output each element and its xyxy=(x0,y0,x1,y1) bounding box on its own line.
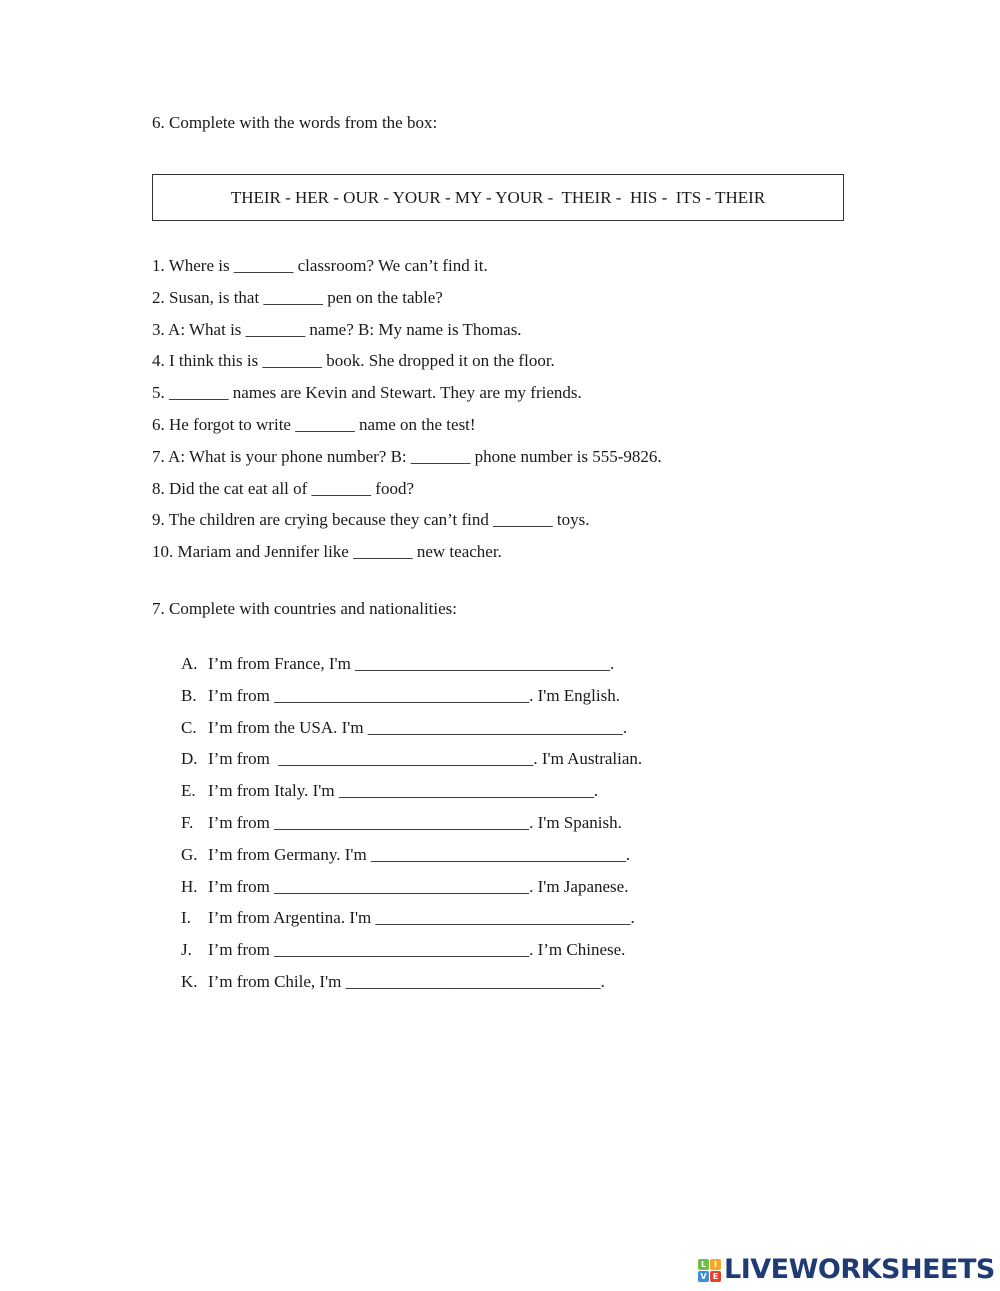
item-text: I’m from Germany. I'm ______________________________. xyxy=(208,844,631,864)
logo-block-e: E xyxy=(710,1271,721,1282)
item-letter: K. xyxy=(181,971,198,991)
word-box xyxy=(152,174,844,221)
nationality-item-a xyxy=(181,654,642,686)
logo-block-v: V xyxy=(698,1271,709,1282)
item-text: I’m from Italy. I'm ______________________________. xyxy=(208,781,599,801)
item-text: I’m from ______________________________. I'm Spanish. xyxy=(208,812,622,832)
section-6-heading: 6. Complete with the words from the box: xyxy=(152,113,438,132)
liveworksheets-logo xyxy=(698,1255,995,1285)
item-text: I’m from ______________________________. I’m Chinese. xyxy=(208,940,626,960)
live-blocks-icon xyxy=(698,1259,721,1282)
logo-wordmark: LIVEWORKSHEETS xyxy=(724,1254,995,1285)
item-text: I’m from Chile, I'm ______________________________. xyxy=(208,971,605,991)
item-letter: D. xyxy=(181,749,198,769)
nationality-item-i xyxy=(181,908,642,940)
item-text: I’m from France, I'm ______________________________. xyxy=(208,654,615,673)
item-letter: J. xyxy=(181,940,192,960)
nationality-item-j xyxy=(181,940,642,972)
nationality-item-k xyxy=(181,972,642,1004)
nationality-item-h xyxy=(181,877,642,909)
nationality-item-f xyxy=(181,813,642,845)
exercise-item-4: 4. I think this is _______ book. She dropped it on the floor. xyxy=(152,351,555,371)
exercise-item-2: 2. Susan, is that _______ pen on the table? xyxy=(152,287,443,307)
exercise-item-3: 3. A: What is _______ name? B: My name is Thomas. xyxy=(152,319,522,339)
exercise-item-1: 1. Where is _______ classroom? We can’t find it. xyxy=(152,256,488,275)
item-letter: B. xyxy=(181,685,197,705)
item-letter: G. xyxy=(181,844,198,864)
item-letter: E. xyxy=(181,781,196,801)
item-letter: A. xyxy=(181,654,198,673)
item-letter: I. xyxy=(181,908,191,928)
exercise-item-8: 8. Did the cat eat all of _______ food? xyxy=(152,478,415,498)
item-text: I’m from ______________________________. I'm Australian. xyxy=(208,749,643,769)
item-text: I’m from Argentina. I'm ______________________________. xyxy=(208,908,635,928)
logo-block-i: I xyxy=(710,1259,721,1270)
exercise-item-10: 10. Mariam and Jennifer like _______ new teacher. xyxy=(152,542,502,562)
exercise-item-7: 7. A: What is your phone number? B: _______ phone number is 555-9826. xyxy=(152,446,662,466)
nationality-item-e xyxy=(181,781,642,813)
word-box-text: THEIR - HER - OUR - YOUR - MY - YOUR - THEIR - HIS - ITS - THEIR xyxy=(230,187,766,207)
nationality-item-d xyxy=(181,749,642,781)
possessive-exercise-list xyxy=(152,256,662,574)
exercise-item-9: 9. The children are crying because they can’t find _______ toys. xyxy=(152,510,590,530)
item-text: I’m from the USA. I'm ______________________________. xyxy=(208,717,628,737)
exercise-item-6: 6. He forgot to write _______ name on the test! xyxy=(152,414,476,434)
nationality-item-g xyxy=(181,845,642,877)
item-letter: H. xyxy=(181,876,198,896)
nationality-exercise-list xyxy=(181,654,642,1004)
item-letter: F. xyxy=(181,812,194,832)
item-letter: C. xyxy=(181,717,197,737)
section-7-heading: 7. Complete with countries and nationalities: xyxy=(152,599,457,618)
nationality-item-b xyxy=(181,686,642,718)
logo-block-l: L xyxy=(698,1259,709,1270)
item-text: I’m from ______________________________. I'm English. xyxy=(208,685,620,705)
nationality-item-c xyxy=(181,718,642,750)
exercise-item-5: 5. _______ names are Kevin and Stewart. They are my friends. xyxy=(152,383,582,403)
item-text: I’m from ______________________________. I'm Japanese. xyxy=(208,876,629,896)
